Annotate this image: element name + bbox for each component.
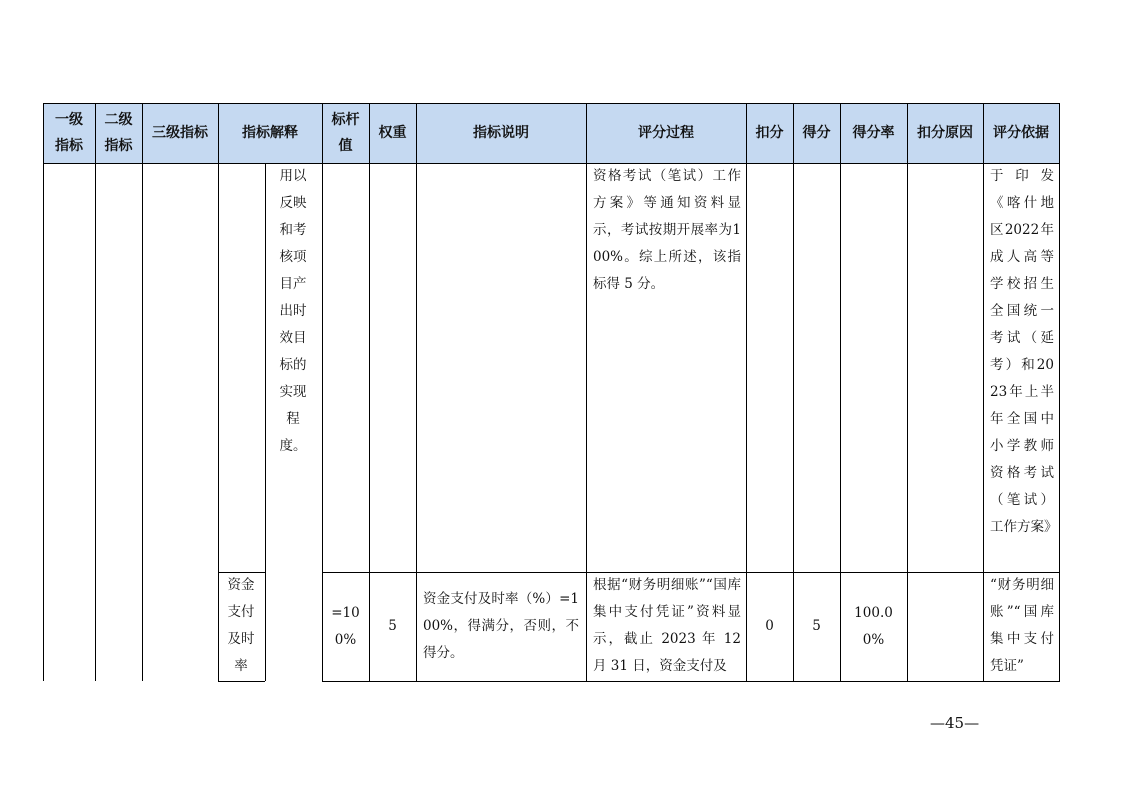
col-line-4a (265, 163, 266, 681)
row2-weight-value: 5 (388, 618, 397, 634)
row2-basis: “财务明细账”“国库集中支付凭证” (990, 577, 1054, 674)
row2-weight (369, 572, 416, 681)
row2-process: 根据“财务明细账”“国库集中支付凭证”资料显示，截止 2023 年 12 月 31 日，资金支付及 (593, 577, 741, 674)
row-bottom-level3 (218, 681, 265, 682)
header-weight-label: 权重 (378, 125, 407, 141)
header-deduction-reason-label: 扣分原因 (917, 125, 973, 141)
header-basis-label: 评分依据 (993, 125, 1049, 141)
row2-deduction (746, 572, 793, 681)
row2-deduction-value: 0 (765, 618, 774, 634)
header-score (793, 103, 840, 163)
header-rate (840, 103, 907, 163)
col-line-12 (983, 103, 984, 681)
row2-description (416, 572, 586, 681)
header-description-label: 指标说明 (473, 125, 529, 141)
row2-rate (840, 572, 907, 681)
row2-rate-value: 100.00% (854, 604, 893, 648)
row1-process: 资格考试（笔试）工作方案》等通知资料显示，考试按期开展率为100%。综上所述，该指标得 5 分。 (593, 168, 741, 292)
header-interpretation-label: 指标解释 (242, 125, 298, 141)
row2-benchmark (322, 572, 369, 681)
row2-description-text: 资金支付及时率（%）=100%，得满分，否则，不得分。 (423, 591, 579, 661)
col-line-11 (907, 103, 908, 681)
page-number: —45— (930, 714, 980, 732)
row1-interpretation: 用以反映和考核项目产出时效目标的实现程度。 (279, 168, 307, 454)
header-interpretation (218, 103, 322, 163)
header-level3-label: 三级指标 (152, 125, 208, 141)
header-description (416, 103, 586, 163)
header-deduction (746, 103, 793, 163)
header-deduction-label: 扣分 (755, 125, 784, 141)
header-level3 (142, 103, 218, 163)
col-line-3 (218, 103, 219, 681)
header-deduction-reason (907, 103, 983, 163)
header-score-label: 得分 (802, 125, 831, 141)
header-process-label: 评分过程 (638, 125, 694, 141)
header-level2-label: 二级指标 (104, 112, 133, 154)
row2-level3: 资金支付及时率 (227, 577, 255, 674)
row1-basis: 于印发《喀什地区2022年成人高等学校招生全国统一考试（延考）和2023年上半年全国中小学教师资格考试（笔试）工作方案》 (990, 168, 1058, 535)
row2-score-value: 5 (812, 618, 821, 634)
col-line-1 (95, 103, 96, 681)
header-weight (369, 103, 416, 163)
header-level1 (43, 103, 95, 163)
row2-benchmark-value: =100% (331, 604, 360, 648)
header-process (586, 103, 746, 163)
col-line-0 (43, 103, 44, 681)
header-basis (983, 103, 1059, 163)
row-bottom-right (322, 681, 1060, 682)
col-line-2 (142, 103, 143, 681)
row2-score (793, 572, 840, 681)
header-benchmark (322, 103, 369, 163)
col-line-7 (586, 103, 587, 681)
header-level1-label: 一级指标 (55, 112, 83, 154)
col-line-13 (1059, 103, 1060, 681)
header-level2 (95, 103, 142, 163)
header-benchmark-label: 标杆值 (331, 112, 360, 154)
header-rate-label: 得分率 (852, 125, 895, 141)
